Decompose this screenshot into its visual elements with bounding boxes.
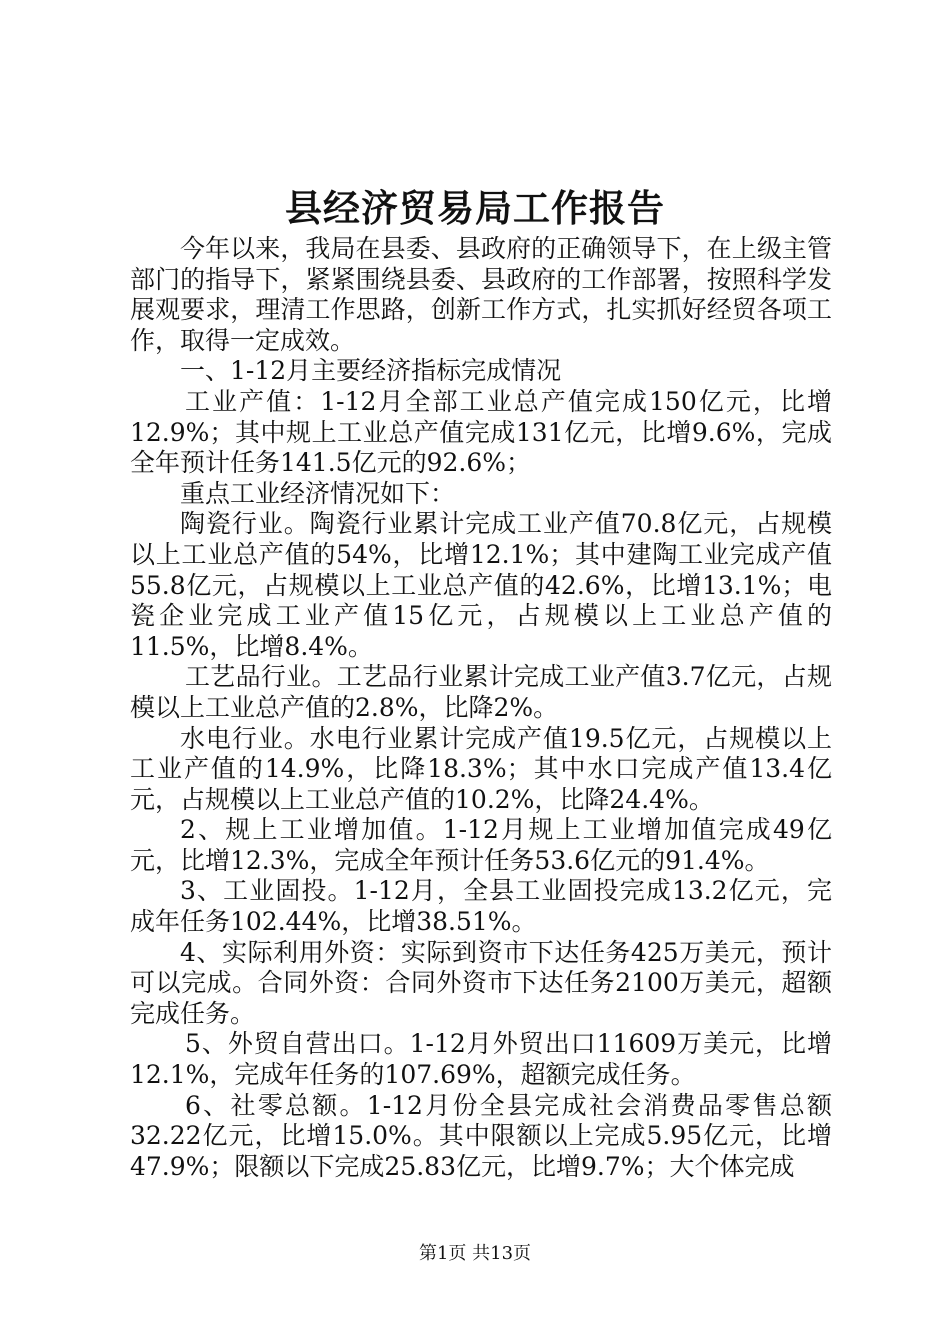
paragraph-value-added: 2、规上工业增加值。1-12月规上工业增加值完成49亿元，比增12.3%，完成全年预计任务53.6亿元的91.4%。 (130, 815, 832, 875)
paragraph-intro: 今年以来，我局在县委、县政府的正确领导下，在上级主管部门的指导下，紧紧围绕县委、县政府的工作部署，按照科学发展观要求，理清工作思路，创新工作方式，扎实抓好经贸各项工作，取得一定成效。 (130, 234, 832, 355)
paragraph-retail-sales: 6、社零总额。1-12月份全县完成社会消费品零售总额32.22亿元，比增15.0%。其中限额以上完成5.95亿元，比增47.9%；限额以下完成25.83亿元，比增9.7%；大个体完成 (130, 1090, 832, 1181)
paragraph-foreign-capital: 4、实际利用外资：实际到资市下达任务425万美元，预计可以完成。合同外资：合同外资市下达任务2100万美元，超额完成任务。 (130, 937, 832, 1028)
paragraph-ceramics: 陶瓷行业。陶瓷行业累计完成工业产值70.8亿元，占规模以上工业总产值的54%，比增12.1%；其中建陶工业完成产值55.8亿元，占规模以上工业总产值的42.6%，比增13.1%；电瓷企业完成工业产值15亿元，占规模以上工业总产值的11.5%，比增8.4%。 (130, 509, 832, 661)
paragraph-hydropower: 水电行业。水电行业累计完成产值19.5亿元，占规模以上工业产值的14.9%，比降18.3%；其中水口完成产值13.4亿元，占规模以上工业总产值的10.2%，比降24.4%。 (130, 723, 832, 814)
paragraph-exports: 5、外贸自营出口。1-12月外贸出口11609万美元，比增12.1%，完成年任务的107.69%，超额完成任务。 (130, 1029, 832, 1090)
paragraph-key-industry-intro: 重点工业经济情况如下： (180, 478, 456, 508)
paragraph-section-heading: 一、1-12月主要经济指标完成情况 (180, 356, 562, 386)
document-title: 县经济贸易局工作报告 (285, 186, 665, 230)
page-footer: 第1页 共13页 (418, 1243, 532, 1264)
paragraph-fixed-investment: 3、工业固投。1-12月，全县工业固投完成13.2亿元，完成年任务102.44%，比增38.51%。 (130, 876, 832, 937)
paragraph-industrial-output: 工业产值：1-12月全部工业总产值完成150亿元，比增12.9%；其中规上工业总产值完成131亿元，比增9.6%，完成全年预计任务141.5亿元的92.6%； (130, 386, 832, 478)
document-body (130, 234, 832, 1182)
paragraph-crafts: 工艺品行业。工艺品行业累计完成工业产值3.7亿元，占规模以上工业总产值的2.8%，比降2%。 (130, 662, 832, 722)
